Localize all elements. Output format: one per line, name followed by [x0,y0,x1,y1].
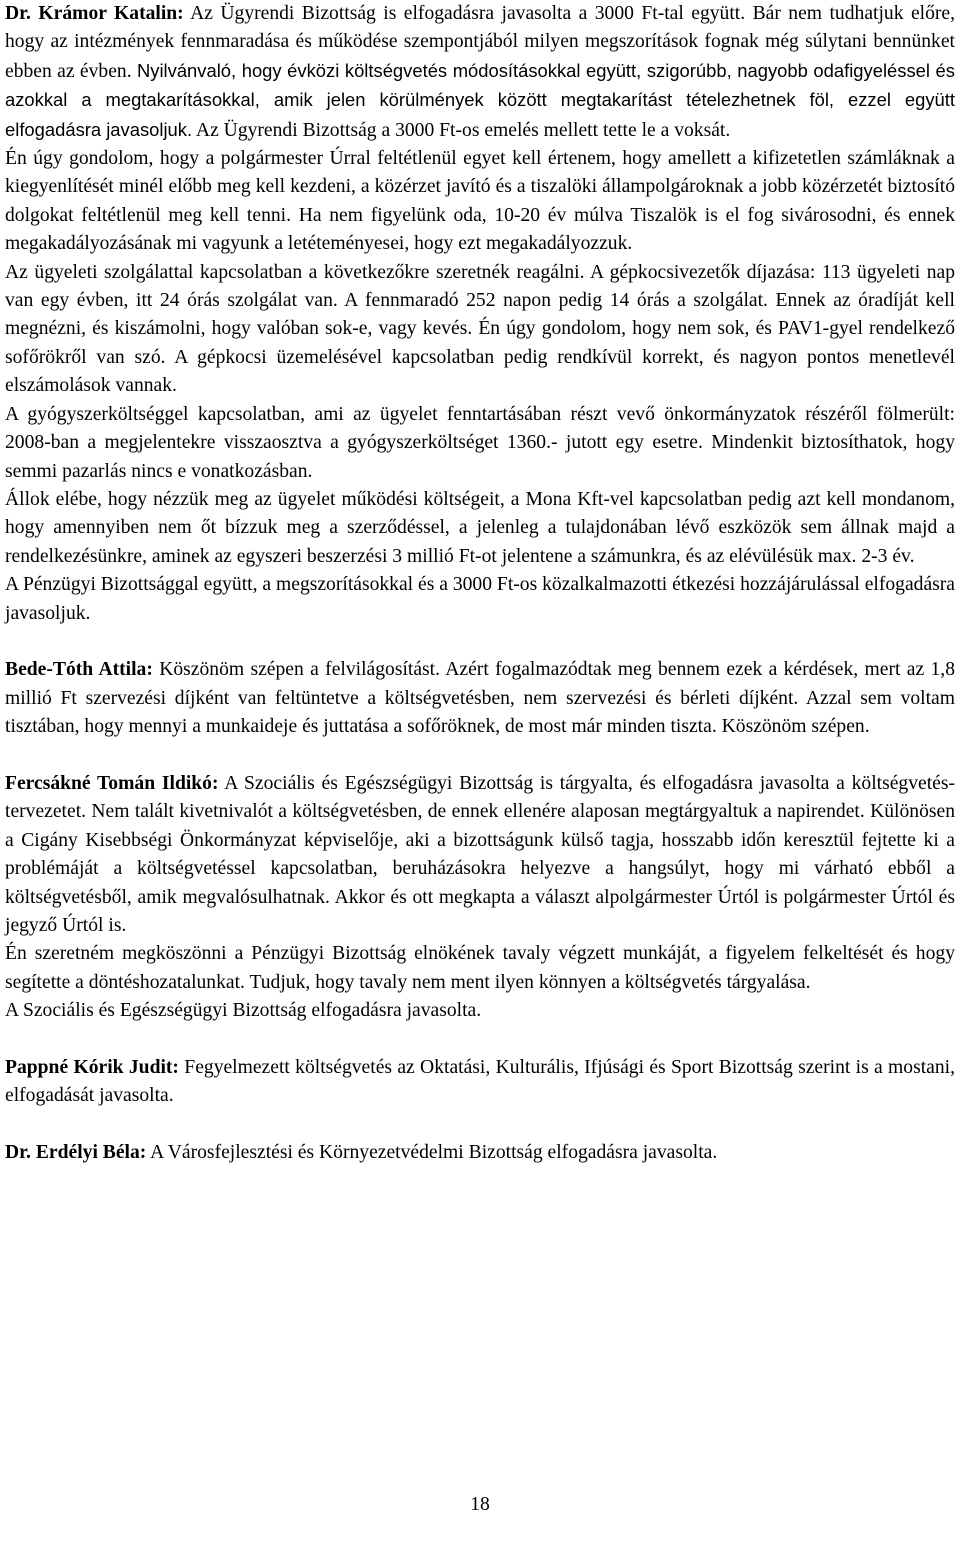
paragraph-text: Az Ügyrendi Bizottság is elfogadásra javasolta a 3000 Ft-tal együtt. Bár nem tudhatjuk előre, hogy az intézmények fennmaradása és működése szempontjából milyen megszorítások fognak még súlytani bennünket ebben az évben. [5,3,955,82]
paragraph-text: A Szociális és Egészségügyi Bizottság is tárgyalta, és elfogadásra javasolta a költségvetés-tervezetet. Nem talált kivetnivalót a költségvetésben, de ennek ellenére alaposan megtárgyaltuk a napirendet. Különösen a Cigány Kisebbségi Önkormányzat képviselője, aki a bizottságunk külső tagja, hosszabb időn keresztül fejtette ki a problémáját a költségvetéssel kapcsolatban, beruházásokra helyezve a hangsúlyt, hogy mi várható ebből a költségvetésből, amik megvalósulhatnak. Akkor és ott megkapta a választ alpolgármester Úrtól is polgármester Úrtól és jegyző Úrtól is. [5,772,955,936]
paragraph: Én úgy gondolom, hogy a polgármester Úrral feltétlenül egyet kell értenem, hogy amellett a kifizetetlen számláknak a kiegyenlítését minél előbb meg kell kezdeni, a közérzet javító és a tiszalöki állampolgároknak a jobb közérzetét biztosító dolgokat feltétlenül meg kell tenni. Ha nem figyelünk oda, 10-20 év múlva Tiszalök is el fog sivárosodni, és ennek megakadályozásának mi vagyunk a letéteményesei, hogy ezt megakadályozzuk. [5,148,955,255]
speaker-name: Bede-Tóth Attila: [5,659,153,681]
paragraph: Én szeretném megköszönni a Pénzügyi Bizottság elnökének tavaly végzett munkáját, a figyelem felkeltését és hogy segítette a döntéshozatalunkat. Tudjuk, hogy tavaly nem ment ilyen könnyen a költségvetés tárgyalása. [5,943,955,993]
speech-pappne-korik-judit [5,1054,955,1111]
page-number: 18 [470,1494,490,1515]
speech-dr-erdelyi-bela [5,1139,955,1167]
document-page [5,0,955,1168]
spacer [5,742,955,770]
paragraph-text: Az Ügyrendi Bizottság a 3000 Ft-os emelés mellett tette le a voksát. [195,119,731,141]
spacer [5,1026,955,1054]
paragraph: A gyógyszerköltséggel kapcsolatban, ami az ügyelet fenntartásában részt vevő önkormányzatok részéről fölmerült: 2008-ban a megjelentekre visszaosztva a gyógyszerköltséget 1360.- jutott egy esetre. Mindenkit biztosíthatok, hogy semmi pazarlás nincs e vonatkozásban. [5,403,955,482]
paragraph: A Szociális és Egészségügyi Bizottság elfogadásra javasolta. [5,1000,482,1022]
speech-kramor-katalin [5,0,955,145]
paragraph: A Pénzügyi Bizottsággal együtt, a megszorításokkal és a 3000 Ft-os közalkalmazotti étkezési hozzájárulással elfogadásra javasoljuk. [5,574,955,624]
paragraph: Az ügyeleti szolgálattal kapcsolatban a következőkre szeretnék reagálni. A gépkocsivezetők díjazása: 113 ügyeleti nap van egy évben, itt 24 órás szolgálat van. A fennmaradó 252 napon pedig 14 órás a szolgálat. Ennek az óradíját kell megnézni, és kiszámolni, hogy valóban sok-e, vagy kevés. Én úgy gondolom, hogy nem sok, és PAV1-gyel rendelkező sofőrökről van szó. A gépkocsi üzemelésével kapcsolatban pedig rendkívül korrekt, és nagyon pontos menetlevél elszámolások vannak. [5,261,955,397]
speech-fercsakne-toman-ildiko [5,770,955,940]
paragraph-text: Köszönöm szépen a felvilágosítást. Azért fogalmazódtak meg bennem ezek a kérdések, mert az 1,8 millió Ft szervezési díjként van feltüntetve a költségvetésben, nem szervezési és bérleti díjként. Azzal sem voltam tisztában, hogy mennyi a munkaideje és juttatása a sofőröknek, de most már minden tiszta. Köszönöm szépen. [5,659,956,738]
paragraph-text: Nyilvánvaló, hogy évközi költségvetés módosításokkal együtt, szigorúbb, nagyobb odafigyeléssel és azokkal a megtakarításokkal, amik jelen körülmények között megtakarítást tételezhetnek föl, ezzel együtt elfogadásra javasoljuk. [5,59,955,140]
spacer [5,628,955,656]
speaker-name: Dr. Erdélyi Béla: [5,1142,147,1164]
paragraph-text: A Városfejlesztési és Környezetvédelmi Bizottság elfogadásra javasolta. [150,1142,718,1164]
paragraph-text: Fegyelmezett költségvetés az Oktatási, Kulturális, Ifjúsági és Sport Bizottság szerint is a mostani, elfogadását javasolta. [5,1056,955,1107]
speaker-name: Dr. Krámor Katalin: [5,3,184,24]
paragraph: Állok elébe, hogy nézzük meg az ügyelet működési költségeit, a Mona Kft-vel kapcsolatban pedig azt kell mondanom, hogy amennyiben nem őt bízzuk meg a szerződéssel, a jelenleg a tulajdonában lévő eszközök sem állnak majd a rendelkezésünkre, aminek az egyszeri beszerzési 3 millió Ft-ot jelentene a számunkra, és az elévülésük max. 2-3 év. [5,488,955,567]
speaker-name: Fercsákné Tomán Ildikó: [5,772,219,794]
spacer [5,1111,955,1139]
speech-bede-toth-attila [5,656,955,741]
speaker-name: Pappné Kórik Judit: [5,1056,179,1078]
